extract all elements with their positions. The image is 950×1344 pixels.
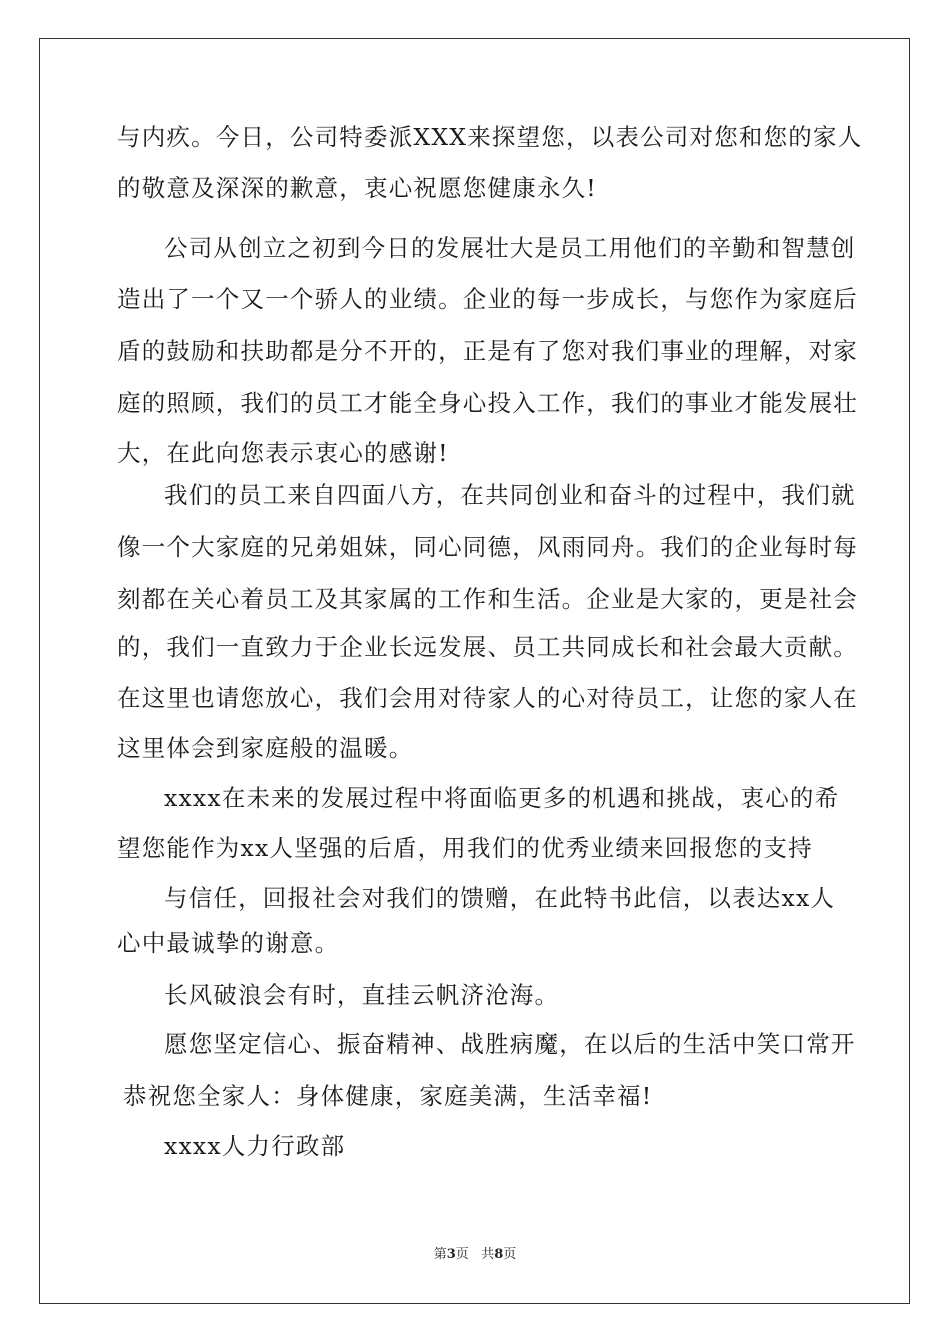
- page-number: 3: [446, 1247, 456, 1262]
- total-prefix: 共: [481, 1247, 495, 1262]
- text-line: 的敬意及深深的歉意，衷心祝愿您健康永久!: [117, 174, 597, 202]
- text-line: 恭祝您全家人：身体健康，家庭美满，生活幸福!: [123, 1082, 653, 1110]
- text-line: 这里体会到家庭般的温暖。: [117, 734, 414, 762]
- total-suffix: 页: [503, 1247, 517, 1262]
- text-line: xxxx在未来的发展过程中将面临更多的机遇和挑战，衷心的希: [164, 784, 840, 812]
- text-line: 在这里也请您放心，我们会用对待家人的心对待员工，让您的家人在: [117, 684, 858, 712]
- page-footer: [0, 1246, 950, 1264]
- text-line: 像一个大家庭的兄弟姐妹，同心同德，风雨同舟。我们的企业每时每: [117, 533, 858, 561]
- page-suffix: 页: [455, 1247, 469, 1262]
- text-line: 公司从创立之初到今日的发展壮大是员工用他们的辛勤和智慧创: [164, 234, 856, 262]
- text-line: 盾的鼓励和扶助都是分不开的，正是有了您对我们事业的理解，对家: [117, 337, 858, 365]
- text-line: 与信任，回报社会对我们的馈赠，在此特书此信，以表达xx人: [164, 884, 836, 912]
- text-line: 造出了一个又一个骄人的业绩。企业的每一步成长，与您作为家庭后: [117, 285, 858, 313]
- text-line: 望您能作为xx人坚强的后盾，用我们的优秀业绩来回报您的支持: [117, 834, 813, 862]
- text-line: 我们的员工来自四面八方，在共同创业和奋斗的过程中，我们就: [164, 481, 856, 509]
- text-line: 的，我们一直致力于企业长远发展、员工共同成长和社会最大贡献。: [117, 633, 858, 661]
- text-line: 长风破浪会有时，直挂云帆济沧海。: [164, 981, 560, 1009]
- signature-department: xxxx人力行政部: [164, 1132, 346, 1160]
- text-line: 刻都在关心着员工及其家属的工作和生活。企业是大家的，更是社会: [117, 585, 858, 613]
- text-line: 愿您坚定信心、振奋精神、战胜病魔，在以后的生活中笑口常开: [164, 1030, 856, 1058]
- text-line: 大，在此向您表示衷心的感谢!: [117, 439, 449, 467]
- total-pages: 8: [494, 1247, 504, 1262]
- text-line: 心中最诚挚的谢意。: [117, 929, 340, 957]
- text-line: 与内疚。今日，公司特委派XXX来探望您，以表公司对您和您的家人: [117, 123, 863, 151]
- page-prefix: 第: [433, 1247, 447, 1262]
- text-line: 庭的照顾，我们的员工才能全身心投入工作，我们的事业才能发展壮: [117, 389, 858, 417]
- page-border: [39, 38, 910, 1304]
